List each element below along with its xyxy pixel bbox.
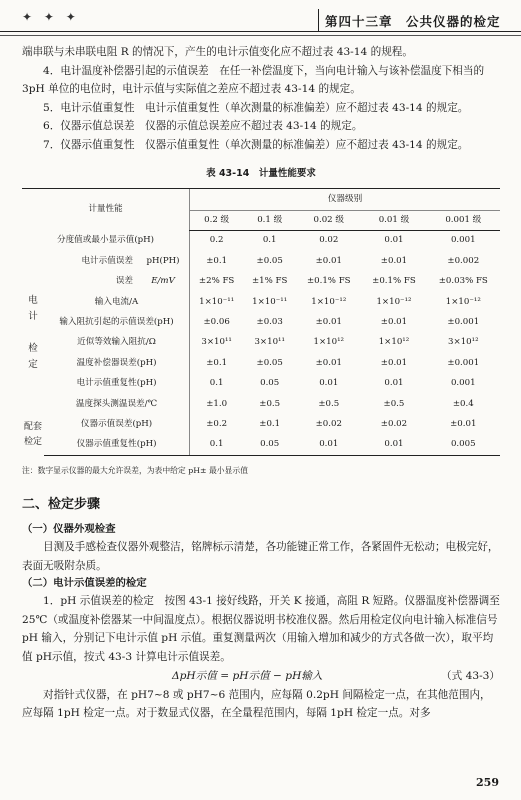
cell: ±0.2 [190, 414, 244, 434]
decorative-stars: ✦ ✦ ✦ [22, 10, 80, 24]
paragraph: 端串联与未串联电阻 R 的情况下，产生的电计示值变化应不超过表 43-14 的规程。 [22, 46, 413, 58]
row-label: 误差 [115, 276, 134, 287]
cell: ±0.01 [450, 418, 477, 429]
cell: ±0.1% FS [372, 276, 416, 287]
table-note: 注：数字显示仪器的最大允许误差，为表中给定 pH± 最小显示值 [22, 465, 248, 475]
cell: 0.1 [262, 235, 277, 246]
paragraph: 7．仪器示值重复性 仪器示值重复性（单次测量的标准偏差）应不超过表 43-14 的规定。 [43, 138, 469, 151]
group-label: 配套 检定 [23, 421, 42, 447]
table-row [22, 373, 500, 393]
cell: ±0.5 [318, 398, 340, 409]
table-row [22, 312, 500, 332]
row-label: 分度值或最小显示值(pH) [56, 235, 155, 246]
table-row [22, 414, 500, 434]
cell: ±0.001 [447, 317, 480, 327]
table-row [22, 251, 500, 271]
cell: ±0.1 [190, 353, 244, 373]
cell: ±0.01 [380, 255, 408, 266]
cell: 0.02 [319, 235, 339, 246]
level-head: 仪器级别 [190, 189, 500, 210]
group-label: 电 计 检 定 [28, 294, 38, 370]
cell: ±0.06 [190, 312, 244, 332]
cell: ±0.01 [380, 357, 408, 368]
cell: 0.001 [450, 235, 476, 246]
cell: ±0.02 [315, 418, 342, 429]
row-label: 输入阻抗引起的示值误差(pH) [59, 317, 174, 327]
page-header [0, 0, 521, 40]
cell: 3×10¹¹ [254, 337, 285, 348]
level-cell: 0.001 级 [427, 210, 500, 230]
cell: ±0.1 [190, 251, 244, 271]
cell: ±0.03% FS [438, 276, 488, 287]
cell: 1×10⁻¹² [445, 296, 481, 307]
cell: ±0.03 [256, 317, 283, 327]
formula-ref: （式 43-3） [441, 669, 500, 682]
cell: ±0.05 [256, 255, 283, 266]
table-row [22, 434, 500, 455]
cell: ±0.02 [380, 418, 408, 429]
paragraph: 对指针式仪器，在 pH7~8 或 pH7~6 范围内，应每隔 0.2pH 间隔检定一点，在其他范围内，应每隔 1pH 检定一点。对于数显式仪器，在全量程范围内，每隔 1pH 检定一点。对多 [22, 688, 491, 720]
page-body [22, 43, 500, 723]
cell: 1×10⁻¹¹ [252, 296, 288, 307]
cell: 0.2 [190, 230, 244, 251]
formula-line [22, 667, 500, 686]
cell: 3×10¹² [448, 337, 479, 348]
header-rule [0, 31, 521, 32]
cell: ±0.5 [259, 398, 281, 409]
row-label: 仪器示值误差(pH) [80, 418, 153, 429]
cell: ±0.5 [383, 398, 405, 409]
cell: 0.01 [384, 235, 404, 246]
paragraph: 6．仪器示值总误差 仪器的示值总误差应不超过表 43-14 的规定。 [43, 120, 363, 133]
cell: ±2% FS [190, 271, 244, 291]
paragraph: 1．pH 示值误差的检定 按图 43-1 接好线路，开关 K 接通，高阻 R 短路。仪器温度补偿器调至 25℃（或温度补偿器某一中间温度点）。根据仪器说明书校准仪器。然后用检定仪向电计输入标准信号 pH 输入，分别记下电计示值 pH 示值。重复测量两次（用输入增加和减少的方式各做一次），取平均值 pH示值，按式 43-3 计算电计示值误差。 [22, 595, 500, 663]
cell: ±0.01 [315, 357, 342, 368]
row-label: 仪器示值重复性(pH) [44, 434, 190, 455]
cell: ±1.0 [190, 394, 244, 414]
table-header-row [22, 189, 500, 210]
level-cell: 0.2 级 [190, 210, 244, 230]
cell: 1×10⁻¹² [376, 296, 412, 307]
table-caption: 表 43-14 计量性能要求 [206, 167, 316, 179]
row-unit: pH(PH) [146, 255, 180, 266]
cell: ±0.01 [315, 255, 342, 266]
cell: 1×10¹² [313, 337, 344, 348]
paragraph: 5．电计示值重复性 电计示值重复性（单次测量的标准偏差）应不超过表 43-14 的规定。 [43, 101, 469, 114]
cell: 0.05 [243, 434, 296, 455]
cell: ±0.4 [452, 398, 474, 409]
paragraph: 目测及手感检查仪器外观整洁，铭牌标示清楚，各功能键正常工作，各紧固件无松动；电极完好，表面无吸附杂质。 [22, 541, 499, 572]
row-unit: E/mV [151, 276, 175, 287]
row-label: 电计示值误差 [81, 255, 134, 266]
cell: ±0.1% FS [306, 276, 351, 287]
col-head: 计量性能 [22, 189, 190, 230]
table-row [22, 394, 500, 414]
cell: ±0.001 [447, 357, 480, 368]
row-label: 温度补偿器误差(pH) [76, 357, 157, 368]
row-label: 输入电流/A [94, 296, 139, 307]
cell: 3×10¹¹ [190, 333, 244, 353]
cell: ±0.002 [447, 255, 480, 266]
cell: ±1% FS [251, 276, 288, 287]
cell: 0.05 [260, 378, 280, 389]
subsection-title: （二）电计示值误差的检定 [22, 577, 147, 590]
cell: 0.01 [319, 378, 339, 389]
paragraph: 4．电计温度补偿器引起的示值误差 在任一补偿温度下，当向电计输入与该补偿温度下相当的 3pH 单位的电位时，电计示值与实际值之差应不超过表 43-14 的规定。 [22, 64, 485, 96]
table-row [22, 230, 500, 251]
cell: ±0.1 [259, 418, 281, 429]
row-label: 近似等效输入阻抗/Ω [77, 337, 156, 348]
cell: ±0.01 [380, 317, 408, 327]
formula: ΔpH示值 = pH示值 − pH输入 [172, 669, 323, 682]
cell: 0.01 [361, 434, 426, 455]
cell: 0.005 [427, 434, 500, 455]
header-rule-thin [0, 35, 521, 36]
table-row [22, 333, 500, 353]
chapter-title: 第四十三章 公共仪器的检定 [325, 14, 501, 29]
cell: ±0.01 [315, 317, 342, 327]
cell: 0.01 [384, 378, 404, 389]
table-row [22, 271, 500, 291]
cell: 0.1 [190, 434, 244, 455]
row-label: 温度探头测温误差/℃ [75, 398, 158, 409]
level-cell: 0.1 级 [243, 210, 296, 230]
level-cell: 0.01 级 [361, 210, 426, 230]
cell: 1×10¹² [378, 337, 410, 348]
cell: 0.1 [190, 373, 244, 393]
cell: 1×10⁻¹² [311, 296, 347, 307]
table-row [22, 353, 500, 373]
section-title: 二、检定步骤 [22, 497, 101, 513]
page-number: 259 [476, 776, 499, 789]
level-cell: 0.02 级 [296, 210, 361, 230]
header-separator [318, 9, 319, 32]
cell: 0.01 [296, 434, 361, 455]
cell: 1×10⁻¹¹ [190, 292, 244, 312]
cell: 0.001 [450, 378, 476, 389]
subsection-title: （一）仪器外观检查 [22, 523, 116, 536]
cell: ±0.05 [256, 357, 283, 368]
spec-table [22, 188, 500, 456]
table-row [22, 292, 500, 312]
row-label: 电计示值重复性(pH) [76, 378, 157, 389]
